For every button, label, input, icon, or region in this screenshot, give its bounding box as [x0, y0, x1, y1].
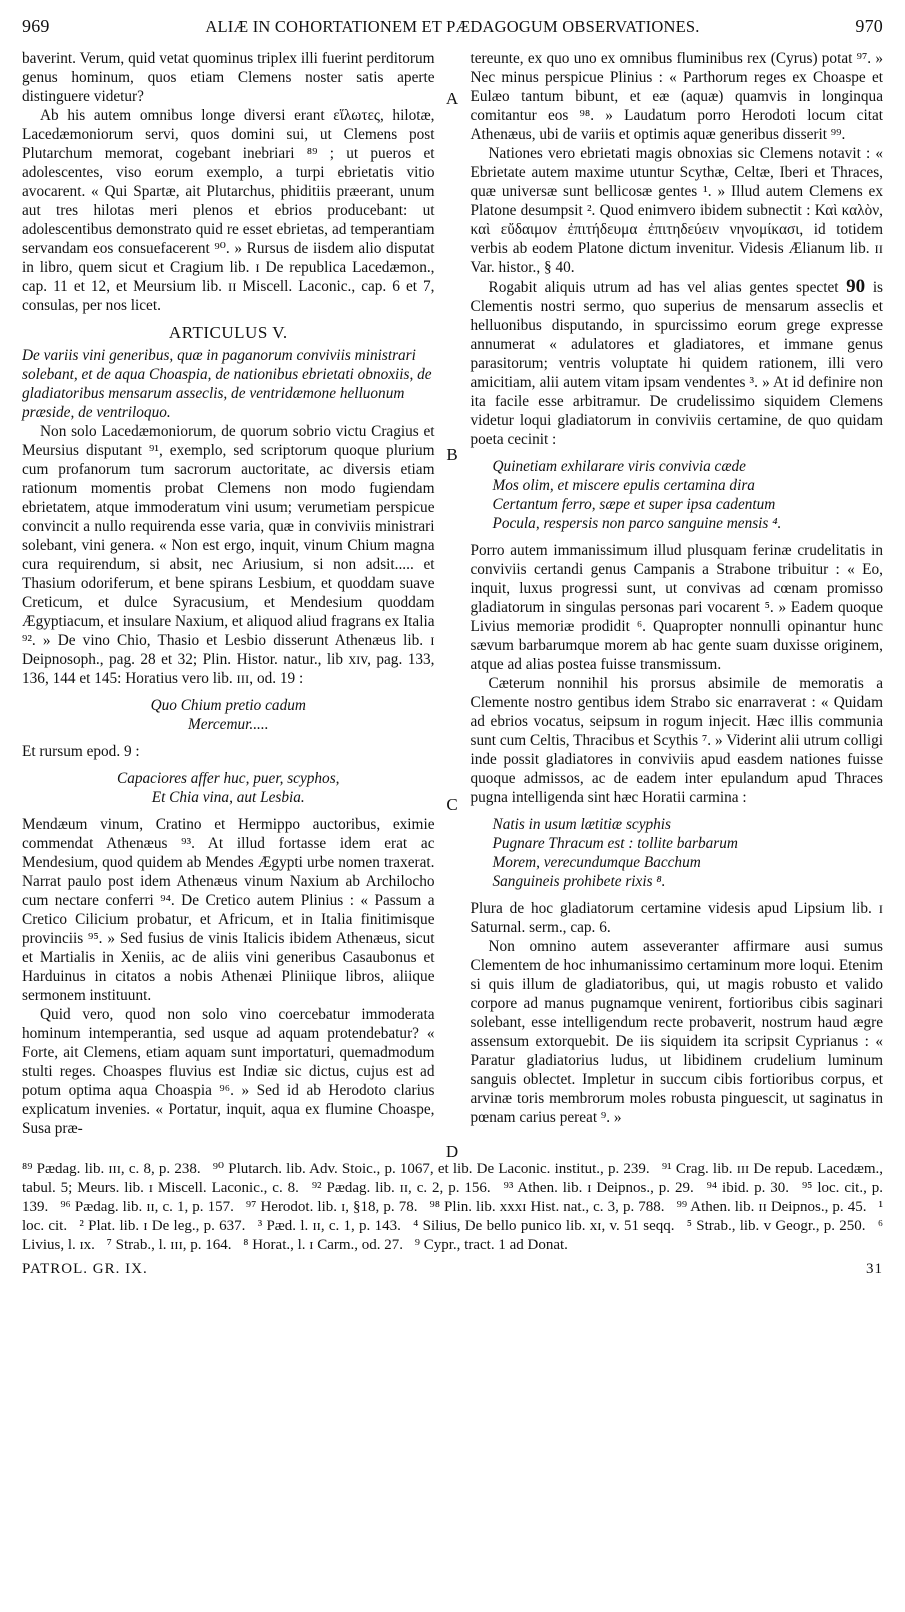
- footnote: ⁹⁴ ibid. p. 30.: [706, 1180, 790, 1196]
- footnote: ² Plat. lib. ɪ De leg., p. 637.: [79, 1218, 246, 1234]
- margin-letters: [442, 49, 462, 1161]
- footnote: ⁹⁹ Athen. lib. ɪɪ Deipnos., p. 45.: [676, 1199, 867, 1215]
- footnote: ⁵ Strab., lib. v Geogr., p. 250.: [686, 1218, 866, 1234]
- left-verse-1: [22, 696, 435, 734]
- verse-line: Mos olim, et miscere epulis certamina dira: [492, 477, 755, 494]
- paragraph-text: is Clementis nostri sermo, quo superius de mensarum asseclis et helluonibus disputando, in spurcissimo eorum grege expresse annumerat « adulatores et gladiatores, et immane genus parasitorum; ventris voluptate hi quidem rationem, illi vero amicitiam, alii autem vitam ipsam vendentes ³. » At id definire non ita facile esse arbitramur. De crudelissimo siquidem Clemens videtur loqui gladiatorum in conviviis certamine, de quo quidam poeta cecinit :: [470, 279, 884, 448]
- footnote: ⁷ Strab., l. ɪɪɪ, p. 164.: [106, 1237, 232, 1253]
- footnote: ⁹¹ Crag. lib. ɪɪɪ De repub. Lacedæm., tabul. 5; Meurs. lib. ɪ Miscell. Laconic., c. 8.: [22, 1161, 883, 1196]
- right-paragraph-4: Porro autem immanissimum illud plusquam ferinæ crudelitatis in conviviis certandi genus Campanis a Strabone tribuitur : « Eo, inquit, luxus progressi sunt, ut convivas ad cœnam promisso gladiatorum in singulas personas pari vocarent ⁵. » Eadem quoque Livius memoriæ prodidit ⁶. Quapropter nonnulli opinantur hunc sævum barbarumque morem ab hac gente suam duxisse originem, atque ad alias postea fuisse transmissum.: [470, 542, 883, 673]
- verse-line: Pocula, respersis non parco sanguine mensis ⁴.: [492, 515, 782, 532]
- footnotes: [22, 1154, 883, 1255]
- margin-letter-c: C: [446, 795, 458, 814]
- page-footer: [22, 1261, 883, 1278]
- left-paragraph-4: Et rursum epod. 9 :: [22, 743, 140, 760]
- verse-line: Sanguineis prohibete rixis ⁸.: [492, 873, 666, 890]
- verse-line: Morem, verecundumque Bacchum: [492, 854, 701, 871]
- footnote: ⁹⁵ loc. cit., p. 139.: [22, 1180, 884, 1215]
- margin-letter-b: B: [446, 445, 458, 464]
- left-paragraph-5: Mendæum vinum, Cratino et Hermippo auctoribus, eximie commendat Athenæus ⁹³. At illud fortasse idem erat ac Mendesium, quod quidem ab Mendes Ægypti urbe nomen traxerat. Narrat paulo post idem Athenæus vinum Naxium ab Archilocho cum nectare conferri ⁹⁴. De Cretico autem Plinius : « Passum a Cretico Cilicium probatur, et Africum, et in Italia finitimisque provinciis ⁹⁵. » Sed fusius de vinis Italicis ibidem Athenæus, sicut et Martialis in Xeniis, ac de aliis vini generibus Casaubonus et Harduinus in citatos a nobis Athenæi Pliniique libros, aliique sermonem instituunt.: [22, 816, 435, 1004]
- page-number-left: 969: [22, 16, 50, 36]
- footnote: ⁴ Silius, De bello punico lib. xɪ, v. 51 seqq.: [413, 1218, 675, 1234]
- footer-source: PATROL. GR. IX.: [22, 1261, 148, 1277]
- verse-line: Et Chia vina, aut Lesbia.: [151, 789, 305, 806]
- verse-line: Natis in usum lætitiæ scyphis: [492, 816, 671, 833]
- footnote: ⁹² Pædag. lib. ɪɪ, c. 2, p. 156.: [311, 1180, 491, 1196]
- page-number-right: 970: [855, 16, 883, 36]
- right-paragraph-3: [471, 277, 884, 449]
- right-verse-2: [493, 815, 884, 891]
- verse-line: Mercemur.....: [187, 716, 269, 733]
- page-header: [22, 16, 883, 37]
- article-summary: De variis vini generibus, quæ in paganorum conviviis ministrari solebant, et de aqua Choaspia, de nationibus ebrietati obnoxiis, de gladiatoribus mensarum asseclis, de ventridæmone helluonum præside, de ventriloquo.: [22, 347, 432, 421]
- footnote: ⁶ Livius, l. ɪx.: [22, 1218, 884, 1253]
- verse-line: Quinetiam exhilarare viris convivia cæde: [492, 458, 746, 475]
- footnote: ³ Pæd. l. ɪɪ, c. 1, p. 143.: [257, 1218, 401, 1234]
- left-paragraph-3: Non solo Lacedæmoniorum, de quorum sobrio victu Cragius et Meursius disputant ⁹¹, exemplo, sed scriptorum quoque plurium cum profanorum tum sacrorum auctoritate, ac diversis etiam rationum momentis probat Clemens non modo fugiendam ebrietatem, atque immoderatum vini usum; verumetiam perspicue convincit a nullo requirenda esse varia, quæ in conviviis ministrari solebant, vini genera. « Non est ergo, inquit, vinum Chium magna cura requirendum, si absit, nec Ariusium, si non adsit..... et Thasium odoriferum, et bene spirans Lesbium, et quoddam suave Creticum, et dulce Syracusium, et Mendesium quoddam Ægyptiacum, et insulare Naxium, et aliquod aliud fragrans ex Italia ⁹². » De vino Chio, Thasio et Lesbio disserunt Athenæus lib. ɪ Deipnosoph., pag. 28 et 32; Plin. Histor. natur., lib xɪv, pag. 133, 136, 144 et 145: Horatius vero lib. ɪɪɪ, od. 19 :: [22, 423, 435, 687]
- verse-line: Pugnare Thracum est : tollite barbarum: [492, 835, 738, 852]
- footnote: ⁹⁰ Plutarch. lib. Adv. Stoic., p. 1067, et lib. De Laconic. institut., p. 239.: [212, 1161, 650, 1177]
- margin-letter-a: A: [445, 89, 459, 108]
- footnote: ⁸⁹ Pædag. lib. ɪɪɪ, c. 8, p. 238.: [22, 1161, 201, 1177]
- margin-letter-d: D: [445, 1142, 459, 1161]
- verse-line: Capaciores affer huc, puer, scyphos,: [117, 770, 340, 787]
- right-column: [471, 49, 884, 1138]
- right-paragraph-2: Nationes vero ebrietati magis obnoxias sic Clemens notavit : « Ebrietate autem maxime utuntur Scythæ, Celtæ, Iberi et Thraces, quæ universæ sunt bellicosæ gentes ¹. » Illud autem Clemens ex Platone desumpsit ². Quod enimvero ibidem subnectit : Καὶ καλὸν, καὶ εὔδαιμον ἐπιτήδευμα ἐπιτηδεύειν νηνομίκασι, id totidem verbis ab eodem Platone dictum invenitur. Videsis Ælianum lib. ɪɪ Var. histor., § 40.: [470, 145, 883, 276]
- right-verse-1: [493, 457, 884, 533]
- footnote: ⁹⁷ Herodot. lib. ɪ, §18, p. 78.: [245, 1199, 418, 1215]
- right-paragraph-5: Cæterum nonnihil his prorsus absimile de memoratis a Clemente nostro gentibus idem Strabo sic enarraverat : « Quidam ad ebrios vocatus, seipsum in rogum injecit. Hæc illis communia sunt cum Celtis, Thracibus et Scythis ⁷. » Viderint alii utrum colligi inde possit gladiatores in conviviis apud easdem nationes fuisse quoque admissos, ac de eadem inter epulandum apud Thraces pugna intelligenda sint hæc Horatii carmina :: [470, 675, 883, 806]
- footnote: ⁹⁸ Plin. lib. xxxɪ Hist. nat., c. 3, p. 788.: [429, 1199, 665, 1215]
- left-paragraph-2: Ab his autem omnibus longe diversi erant εἵλωτες, hilotæ, Lacedæmoniorum servi, quos domini sui, ut Clemens post Plutarchum memorat, cogebant inebriari ⁸⁹ ; ut pueros et adolescentes, viso eorum exemplo, a turpi ebrietatis vitio avocarent. « Qui Spartæ, ait Plutarchus, phiditiis præerant, unum aut tres hilotas meri plenos et ebrios producebant: ut adolescentibus demonstrato quid re esset ebrietas, ad temperantiam servandam eos consuefacerent ⁹⁰. » Rursus de iisdem alio disputat in libro, quem sicut et Cragium lib. ɪ De republica Lacedæmon., cap. 11 et 12, et Meursium lib. ɪɪ Miscell. Laconic., cap. 6 et 7, consulas, per nos licet.: [22, 107, 435, 314]
- left-paragraph-6: Quid vero, quod non solo vino coercebatur immoderata hominum intemperantia, sed usque ad aquam protendebatur? « Forte, ait Clemens, etiam aquam sunt importaturi, quemadmodum stulti reges. Choaspes fluvius est Indiæ sic dictus, cujus est ad potum optima aqua Choaspia ⁹⁶. » Sed id ab Herodoto clarius explicatum invenies. « Portatur, inquit, aqua ex flumine Choaspe, Susa præ-: [22, 1006, 435, 1137]
- footnote: ¹ loc. cit.: [22, 1199, 884, 1234]
- footnote: ⁸ Horat., l. ɪ Carm., od. 27.: [243, 1237, 404, 1253]
- right-paragraph-7: Non omnino autem asseveranter affirmare ausi sumus Clementem de hoc inhumanissimo certaminum more loqui. Etenim si quis illum de gladiatoribus, qui, ut magis robusto et valido corpore ad manus pugnamque venirent, fortioribus cibis saginari solebant, esse intelligendum recte probaverit, nostrum haud ægre assensum extorquebit. De iis siquidem ita scripsit Cyprianus : « Paratur gladiatorius ludus, ut libidinem crudelium luminum sanguis oblectet. Impletur in succum cibis fortioribus corpus, et arvinæ toris membrorum moles robusta pinguescit, ut saginatus in pœnam carius pereat ⁹. »: [470, 938, 883, 1126]
- column-number: 90: [846, 276, 866, 297]
- footnote: ⁹³ Athen. lib. ɪ Deipnos., p. 29.: [503, 1180, 694, 1196]
- right-paragraph-1: tereunte, ex quo uno ex omnibus fluminibus rex (Cyrus) potat ⁹⁷. » Nec minus perspicue Plinius : « Parthorum reges ex Choaspe et Eulæo tantum bibunt, et eæ (aquæ) quamvis in longinqua comitantur eos ⁹⁸. » Laudatum porro Herodoti locum citat Athenæus, ubi de variis et optimis aquæ generibus disserit ⁹⁹.: [470, 50, 883, 143]
- paragraph-text: Rogabit aliquis utrum ad has vel alias gentes spectet: [488, 279, 839, 296]
- footnote: ⁹⁶ Pædag. lib. ɪɪ, c. 1, p. 157.: [60, 1199, 234, 1215]
- running-title: ALIÆ IN COHORTATIONEM ET PÆDAGOGUM OBSERVATIONES.: [205, 17, 700, 36]
- article-title: ARTICULUS V.: [168, 323, 288, 342]
- verse-line: Quo Chium pretio cadum: [150, 697, 306, 714]
- left-verse-2: [22, 769, 435, 807]
- footnote: ⁹ Cypr., tract. 1 ad Donat.: [414, 1237, 568, 1253]
- verse-line: Certantum ferro, sæpe et super ipsa cadentum: [492, 496, 776, 513]
- footer-signature: 31: [866, 1261, 883, 1277]
- left-paragraph-1: baverint. Verum, quid vetat quominus triplex illi fuerint perditorum genus hominum, quos etiam Clemens noster satis aperte distinguere videtur?: [22, 50, 435, 105]
- right-paragraph-6: Plura de hoc gladiatorum certamine videsis apud Lipsium lib. ɪ Saturnal. serm., cap. 6.: [470, 900, 883, 936]
- text-columns: [22, 49, 884, 1161]
- left-column: [22, 49, 435, 1138]
